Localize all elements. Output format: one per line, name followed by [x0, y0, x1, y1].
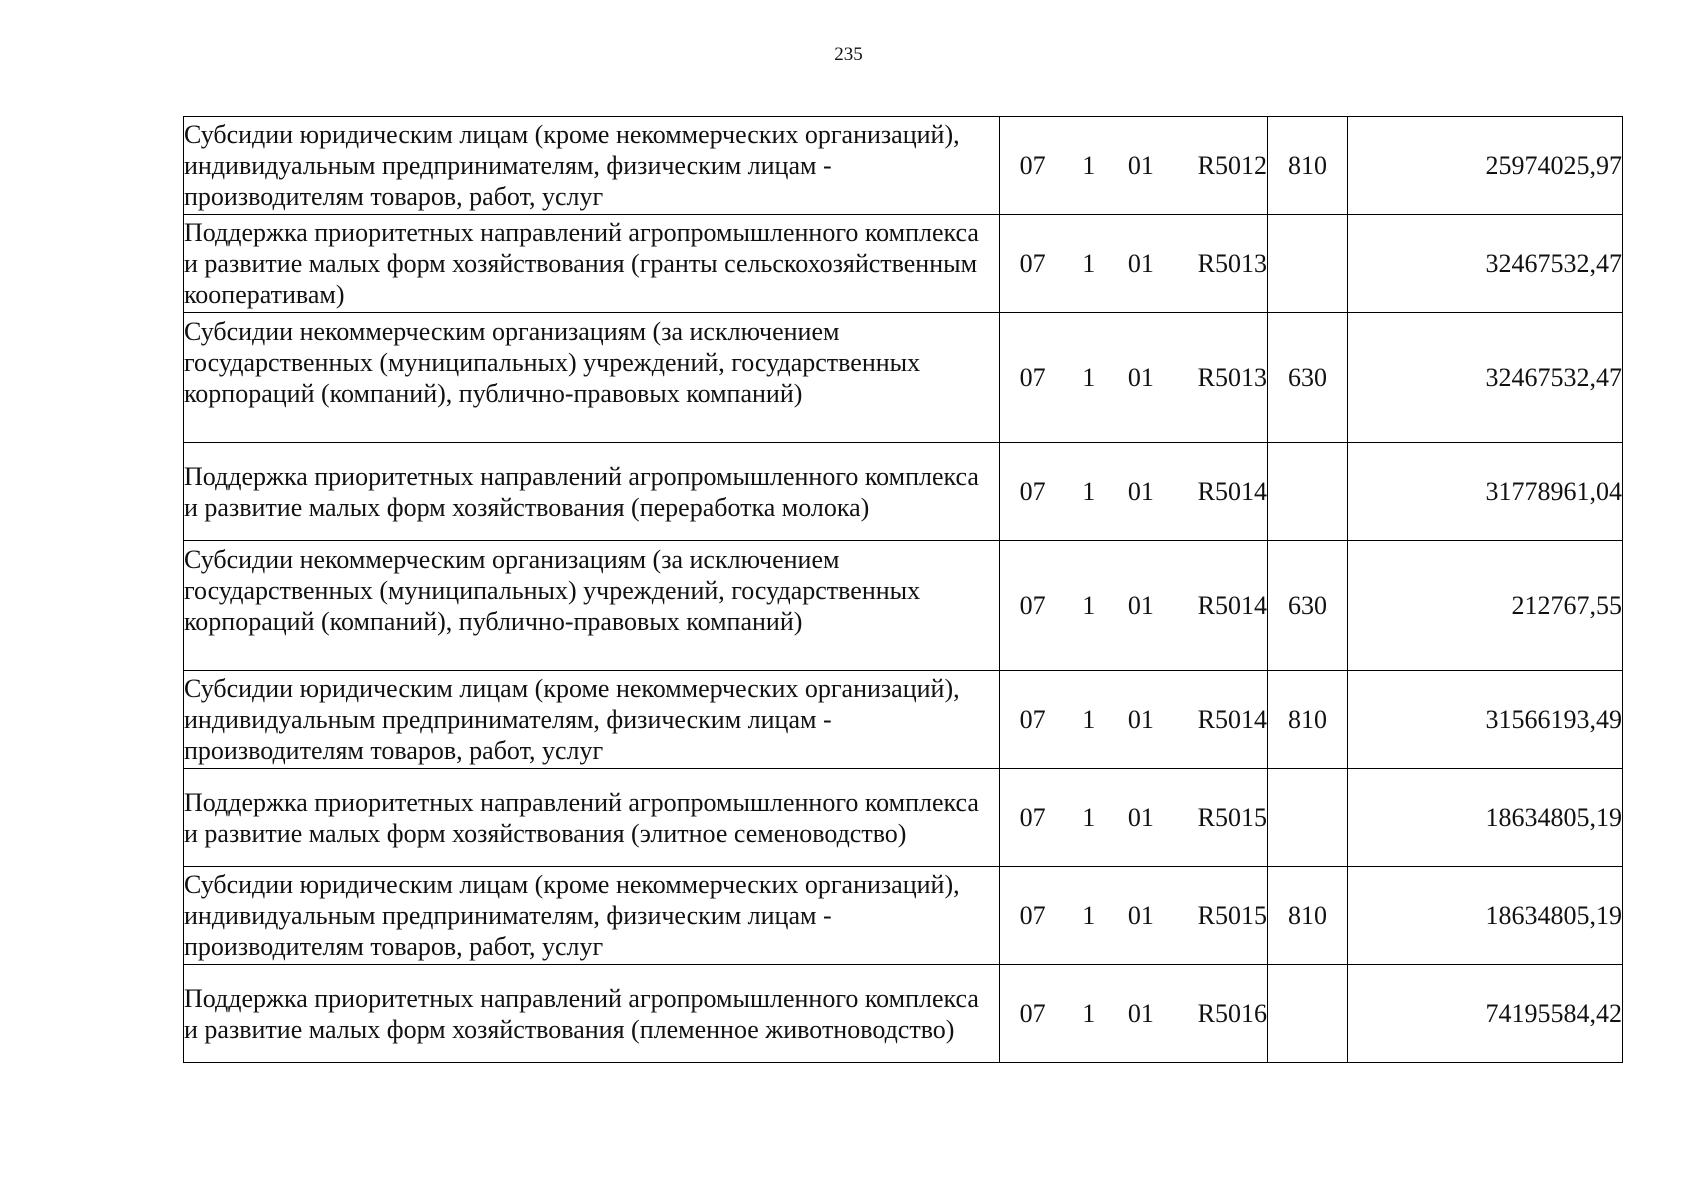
section-code: 07 [1019, 477, 1046, 506]
row-description: Субсидии юридическим лицам (кроме некоммерческих организаций), индивидуальным предпринимателям, физическим лицам - производителям товаров, работ, услуг [184, 117, 1000, 215]
budget-table [183, 116, 1623, 1063]
row-amount: 31778961,04 [1348, 443, 1623, 541]
item-code: R5015 [1197, 901, 1267, 930]
row-amount: 18634805,19 [1348, 867, 1623, 965]
row-code-cell [1000, 541, 1268, 671]
row-description: Субсидии юридическим лицам (кроме некоммерческих организаций), индивидуальным предпринимателям, физическим лицам - производителям товаров, работ, услуг [184, 867, 1000, 965]
section-code: 07 [1019, 363, 1046, 392]
program-code: 1 [1082, 803, 1096, 832]
item-code: R5013 [1197, 363, 1267, 392]
expense-kind-code: 630 [1268, 541, 1348, 671]
table-row [184, 215, 1623, 313]
row-amount: 32467532,47 [1348, 313, 1623, 443]
item-code: R5014 [1197, 477, 1267, 506]
row-description: Поддержка приоритетных направлений агропромышленного комплекса и развитие малых форм хозяйствования (элитное семеноводство) [184, 769, 1000, 867]
row-description: Поддержка приоритетных направлений агропромышленного комплекса и развитие малых форм хозяйствования (переработка молока) [184, 443, 1000, 541]
expense-kind-code [1268, 965, 1348, 1063]
program-code: 1 [1082, 249, 1096, 278]
table-row [184, 541, 1623, 671]
expense-kind-code: 810 [1268, 671, 1348, 769]
row-description: Субсидии юридическим лицам (кроме некоммерческих организаций), индивидуальным предпринимателям, физическим лицам - производителям товаров, работ, услуг [184, 671, 1000, 769]
item-code: R5016 [1197, 999, 1267, 1028]
row-code-cell [1000, 443, 1268, 541]
section-code: 07 [1019, 901, 1046, 930]
subprogram-code: 01 [1127, 999, 1154, 1028]
program-code: 1 [1082, 591, 1096, 620]
item-code: R5014 [1197, 591, 1267, 620]
section-code: 07 [1019, 591, 1046, 620]
subprogram-code: 01 [1127, 705, 1154, 734]
program-code: 1 [1082, 363, 1096, 392]
row-code-cell [1000, 215, 1268, 313]
row-description: Субсидии некоммерческим организациям (за исключением государственных (муниципальных) учреждений, государственных корпораций (компаний), публично-правовых компаний) [184, 541, 1000, 671]
section-code: 07 [1019, 999, 1046, 1028]
table-row [184, 867, 1623, 965]
page-number: 235 [834, 44, 863, 65]
table-row [184, 117, 1623, 215]
program-code: 1 [1082, 999, 1096, 1028]
expense-kind-code [1268, 769, 1348, 867]
row-amount: 32467532,47 [1348, 215, 1623, 313]
expense-kind-code: 810 [1268, 867, 1348, 965]
row-amount: 74195584,42 [1348, 965, 1623, 1063]
subprogram-code: 01 [1127, 151, 1154, 180]
program-code: 1 [1082, 477, 1096, 506]
expense-kind-code [1268, 443, 1348, 541]
subprogram-code: 01 [1127, 249, 1154, 278]
subprogram-code: 01 [1127, 363, 1154, 392]
section-code: 07 [1019, 803, 1046, 832]
subprogram-code: 01 [1127, 591, 1154, 620]
item-code: R5015 [1197, 803, 1267, 832]
table-row [184, 769, 1623, 867]
table-row [184, 443, 1623, 541]
row-description: Поддержка приоритетных направлений агропромышленного комплекса и развитие малых форм хозяйствования (племенное животноводство) [184, 965, 1000, 1063]
subprogram-code: 01 [1127, 803, 1154, 832]
row-code-cell [1000, 313, 1268, 443]
section-code: 07 [1019, 151, 1046, 180]
section-code: 07 [1019, 249, 1046, 278]
expense-kind-code: 810 [1268, 117, 1348, 215]
row-description: Субсидии некоммерческим организациям (за исключением государственных (муниципальных) учреждений, государственных корпораций (компаний), публично-правовых компаний) [184, 313, 1000, 443]
program-code: 1 [1082, 151, 1096, 180]
row-code-cell [1000, 867, 1268, 965]
program-code: 1 [1082, 901, 1096, 930]
item-code: R5012 [1197, 151, 1267, 180]
row-code-cell [1000, 671, 1268, 769]
budget-table-body [184, 117, 1623, 1063]
expense-kind-code: 630 [1268, 313, 1348, 443]
row-amount: 31566193,49 [1348, 671, 1623, 769]
program-code: 1 [1082, 705, 1096, 734]
row-amount: 25974025,97 [1348, 117, 1623, 215]
table-row [184, 671, 1623, 769]
item-code: R5013 [1197, 249, 1267, 278]
row-code-cell [1000, 769, 1268, 867]
subprogram-code: 01 [1127, 477, 1154, 506]
row-description: Поддержка приоритетных направлений агропромышленного комплекса и развитие малых форм хозяйствования (гранты сельскохозяйственным кооперативам) [184, 215, 1000, 313]
table-row [184, 965, 1623, 1063]
row-code-cell [1000, 965, 1268, 1063]
expense-kind-code [1268, 215, 1348, 313]
item-code: R5014 [1197, 705, 1267, 734]
row-code-cell [1000, 117, 1268, 215]
table-row [184, 313, 1623, 443]
row-amount: 212767,55 [1348, 541, 1623, 671]
subprogram-code: 01 [1127, 901, 1154, 930]
section-code: 07 [1019, 705, 1046, 734]
row-amount: 18634805,19 [1348, 769, 1623, 867]
